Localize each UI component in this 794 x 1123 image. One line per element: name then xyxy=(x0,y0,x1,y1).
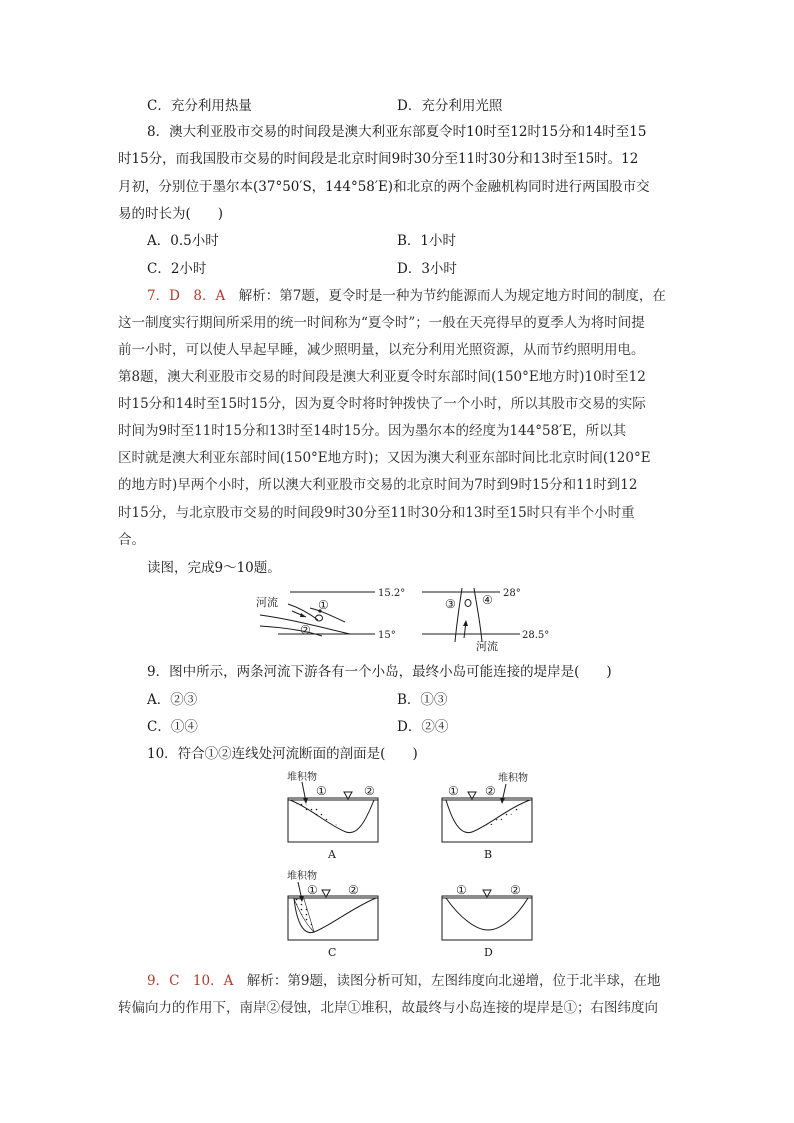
right-river-map xyxy=(422,588,549,652)
profile-d-marker-2: ② xyxy=(510,883,521,897)
left-marker-2: ② xyxy=(300,623,311,637)
q10-stem: 10．符合①②连线处河流断面的剖面是( ) xyxy=(147,746,418,762)
figure-intro: 读图，完成9～10题。 xyxy=(147,560,281,576)
q9-option-a: A．②③ xyxy=(147,692,198,708)
profile-c-marker-2: ② xyxy=(348,883,359,897)
answer-7-8-line5: 时15分和14时至15时15分，因为夏令时将时钟拨快了一个小时，所以其股市交易的实际 xyxy=(118,396,646,412)
right-marker-3: ③ xyxy=(445,597,456,611)
profile-d xyxy=(442,883,532,959)
answer-7-8-line1 xyxy=(147,286,666,306)
island xyxy=(316,615,323,621)
q8-option-c: C．2小时 xyxy=(147,261,207,277)
profile-box xyxy=(442,798,532,842)
answer-9-10-line2: 转偏向力的作用下，南岸②侵蚀，北岸①堆积，故最终与小岛连接的堤岸是①；右图纬度向 xyxy=(118,1000,658,1016)
river-maps-figure xyxy=(250,582,580,652)
answer-9-10-text1: 解析：第9题，读图分析可知，左图纬度向北递增，位于北半球，在地 xyxy=(246,973,661,989)
q9-option-c: C．①④ xyxy=(147,719,198,735)
profile-c-deposit-label: 堆积物 xyxy=(287,871,317,882)
deposit-area xyxy=(292,801,340,828)
q8-option-b: B．1小时 xyxy=(397,233,457,249)
answer-7-8-line4: 第8题，澳大利亚股市交易的时间段是澳大利亚夏令时东部时间(150°E地方时)10时至12 xyxy=(118,369,646,385)
answer-7-8-line7: 区时就是澳大利亚东部时间(150°E地方时)；又因为澳大利亚东部时间比北京时间(120°E xyxy=(118,450,651,466)
river-profiles-figure xyxy=(280,768,550,968)
river-channel-edge xyxy=(288,604,318,620)
answer-7-8-line10: 合。 xyxy=(118,532,145,548)
right-marker-4: ④ xyxy=(482,593,493,607)
channel-profile xyxy=(446,800,530,833)
answer-7-8-line2: 这一制度实行期间所采用的统一时间称为“夏令时”；一般在天亮得早的夏季人为将时间提 xyxy=(118,315,645,331)
right-lat-top: 28° xyxy=(503,588,521,599)
q8-stem-line4: 易的时长为( ) xyxy=(118,206,224,222)
left-lat-top: 15.2° xyxy=(378,588,406,599)
left-lat-bottom: 15° xyxy=(378,630,396,641)
profile-b-marker-2: ② xyxy=(485,784,496,798)
answer-7-8-line8: 的地方时)早两个小时，所以澳大利亚股市交易的北京时间为7时到9时15分和11时到12 xyxy=(118,477,638,493)
profile-a xyxy=(287,770,378,861)
q8-option-d: D．3小时 xyxy=(397,261,457,277)
island xyxy=(465,600,471,607)
profile-a-deposit-label: 堆积物 xyxy=(287,772,317,783)
answer-7-8-line3: 前一小时，可以使人早起早睡，减少照明量，以充分利用光照资源，从而节约照明用电。 xyxy=(118,342,645,358)
deposit-pointer-head xyxy=(500,798,505,804)
right-river-label: 河流 xyxy=(476,640,498,652)
q7-option-c: C．充分利用热量 xyxy=(147,98,252,114)
profile-d-label: D xyxy=(484,946,493,959)
profile-c-label: C xyxy=(328,946,337,959)
answer-key-9-10: 9．C 10．A xyxy=(147,973,234,989)
profile-a-label: A xyxy=(328,848,336,861)
q7-option-d: D．充分利用光照 xyxy=(397,98,503,114)
profile-c xyxy=(287,869,378,959)
deposit-area xyxy=(478,801,530,830)
profile-a-marker-2: ② xyxy=(364,784,375,798)
q9-stem: 9．图中所示，两条河流下游各有一个小岛，最终小岛可能连接的堤岸是( ) xyxy=(147,664,612,680)
left-river-label: 河流 xyxy=(256,596,278,609)
profile-b-marker-1: ① xyxy=(448,784,459,798)
profile-d-marker-1: ① xyxy=(456,883,467,897)
profile-b xyxy=(442,771,532,861)
q8-stem-line3: 月初，分别位于墨尔本(37°50′S，144°58′E)和北京的两个金融机构同时进行两国股市交 xyxy=(118,179,650,195)
answer-7-8-line9: 时15分，与北京股市交易的时间段9时30分至11时30分和13时至15时只有半个小时重 xyxy=(118,505,635,521)
answer-7-8-text1: 解析：第7题，夏令时是一种为节约能源而人为规定地方时间的制度，在 xyxy=(238,288,666,304)
q8-option-a: A．0.5小时 xyxy=(147,233,219,249)
q9-option-d: D．②④ xyxy=(397,719,449,735)
left-marker-1: ① xyxy=(318,598,329,612)
flow-arrowhead xyxy=(463,620,468,626)
q8-stem-line2: 时15分，而我国股市交易的时间段是北京时间9时30分至11时30分和13时至15时。12 xyxy=(118,151,639,167)
q8-stem-line1: 8．澳大利亚股市交易的时间段是澳大利亚东部夏令时10时至12时15分和14时至15 xyxy=(147,124,647,140)
answer-7-8-line6: 时间为9时至11时15分和13时至14时15分。因为墨尔本的经度为144°58′E，所以其 xyxy=(118,423,627,439)
left-river-map xyxy=(256,588,405,641)
profile-a-marker-1: ① xyxy=(316,784,327,798)
profile-box xyxy=(442,896,532,940)
answer-9-10-line1 xyxy=(147,971,660,991)
answer-key-7-8: 7．D 8．A xyxy=(147,288,226,304)
right-lat-bottom: 28.5° xyxy=(522,630,550,641)
profile-c-marker-1: ① xyxy=(307,883,318,897)
profile-b-label: B xyxy=(484,848,493,861)
channel-profile xyxy=(446,898,528,930)
flow-arrowhead xyxy=(300,613,306,617)
profile-b-deposit-label: 堆积物 xyxy=(498,773,528,784)
deposit-pointer-head xyxy=(303,798,308,804)
q9-option-b: B．①③ xyxy=(397,692,448,708)
